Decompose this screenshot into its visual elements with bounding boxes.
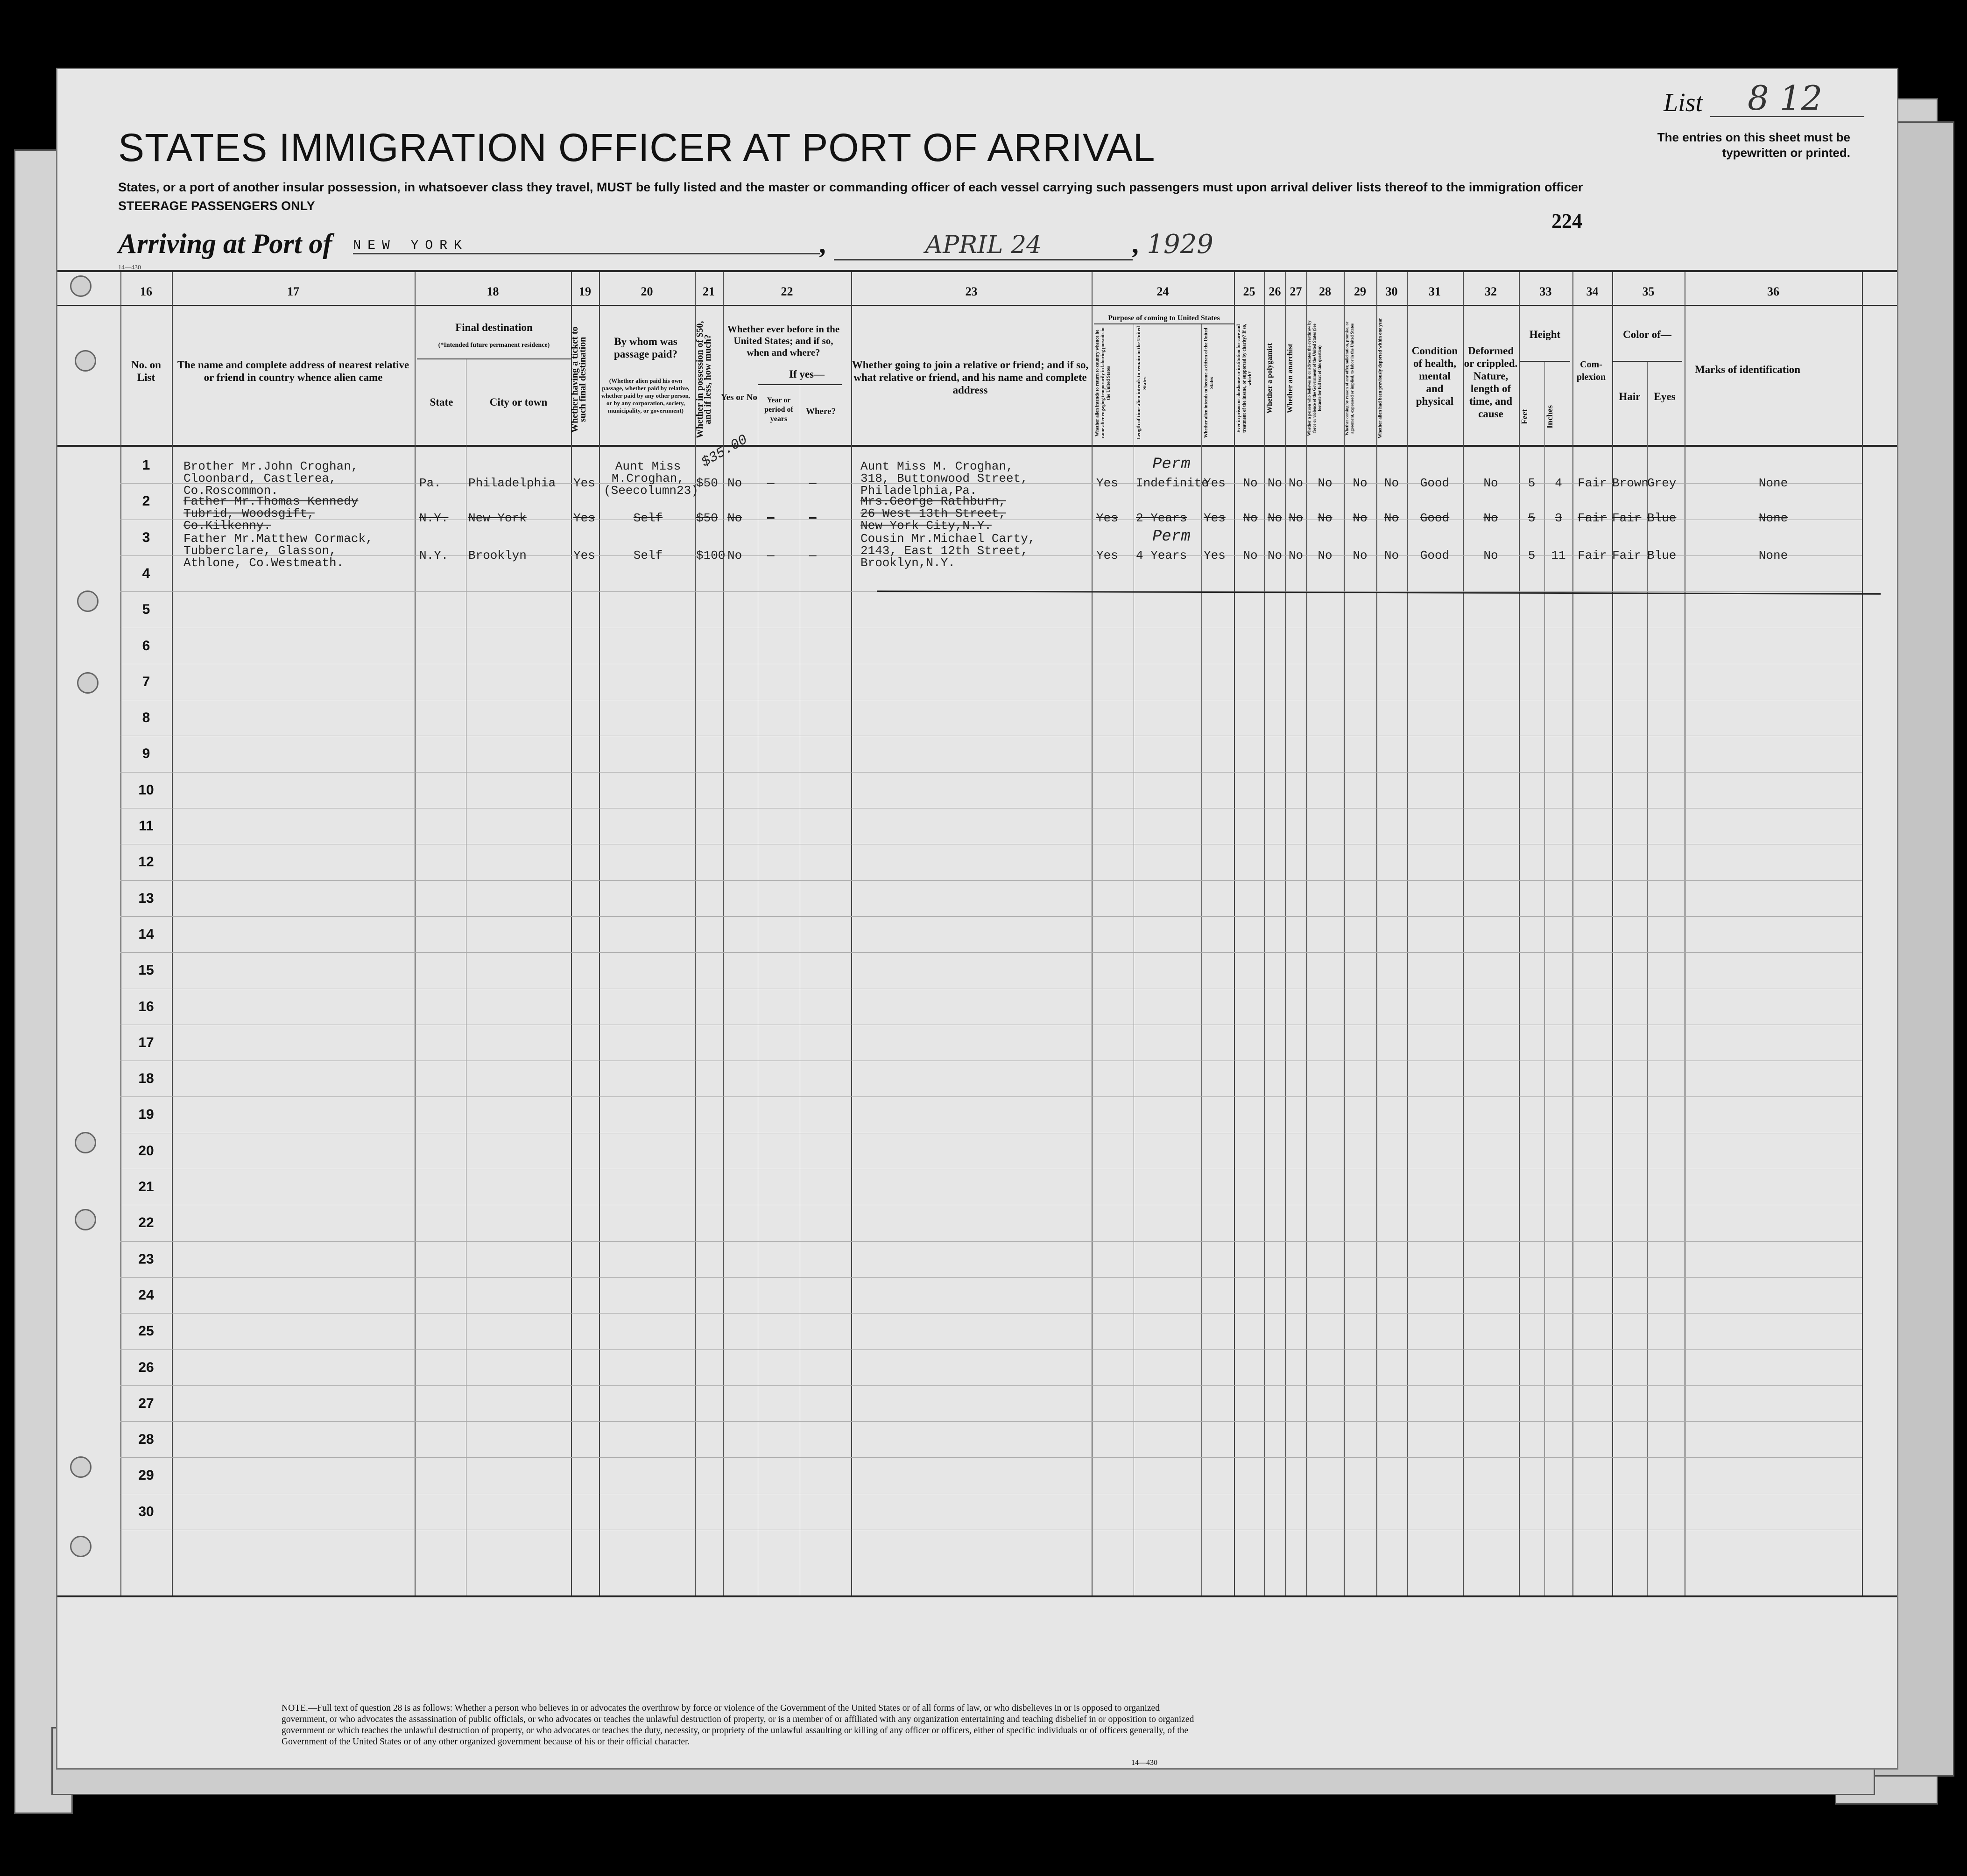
row-number: 26	[138, 1359, 154, 1375]
before-years: —	[767, 548, 775, 562]
column-number-rule	[57, 305, 1897, 306]
header-18-note: (*Intended future permanent residence)	[438, 342, 550, 349]
header-35-rule	[1612, 361, 1682, 362]
row-number: 30	[138, 1504, 154, 1519]
row-number: 29	[138, 1468, 154, 1483]
manifest-sheet	[56, 68, 1898, 1770]
column-number: 25	[1243, 285, 1255, 298]
relative-address-line: Athlone, Co.Westmeath.	[183, 556, 344, 570]
height-feet: 5	[1528, 548, 1536, 562]
length-of-stay: 4 Years	[1136, 548, 1187, 562]
money: $50	[696, 511, 718, 525]
row-rule	[120, 1096, 1862, 1097]
header-29: Whether coming by reason of any offer, solicitation, promise, or agreement, expressed or implied, to labor in the United States	[1345, 321, 1354, 436]
punch-hole	[77, 590, 99, 612]
row-rule	[120, 1349, 1862, 1350]
polygamist: No	[1267, 511, 1283, 525]
health: Good	[1420, 548, 1450, 562]
dest-state: N.Y.	[419, 548, 449, 562]
anarchist: No	[1288, 511, 1304, 525]
column-number: 23	[965, 285, 978, 298]
header-22-rule	[758, 384, 842, 385]
row-number: 21	[138, 1179, 154, 1194]
header-22: Whether ever before in the United States; and if so, when and where?	[727, 323, 840, 358]
header-18: Final destination	[455, 322, 533, 333]
height-inches: 3	[1555, 511, 1562, 525]
marks: None	[1758, 548, 1788, 562]
intends-citizen: Yes	[1204, 511, 1226, 525]
joining-line: 26 West 13th Street,	[860, 506, 1007, 520]
joining-line: Brooklyn,N.Y.	[860, 556, 955, 570]
row-rule	[120, 1313, 1862, 1314]
before-in-us: No	[727, 511, 742, 525]
deformed: No	[1483, 476, 1498, 490]
punch-hole	[70, 1456, 92, 1478]
hair-color: Fair	[1612, 511, 1642, 525]
row-number: 5	[142, 602, 150, 618]
health: Good	[1420, 476, 1450, 490]
table-bottom-rule	[57, 1595, 1897, 1597]
column-number: 16	[140, 285, 152, 298]
column-line	[1306, 272, 1307, 1595]
row-number: 12	[138, 854, 154, 870]
eye-color: Blue	[1647, 511, 1677, 525]
joining-line: 318, Buttonwood Street,	[860, 471, 1028, 485]
row-number: 20	[138, 1143, 154, 1159]
punch-hole	[75, 1209, 96, 1230]
column-line	[571, 272, 572, 1595]
date-value: APRIL 24	[834, 231, 1133, 260]
row-number: 22	[138, 1215, 154, 1231]
column-number: 24	[1156, 285, 1169, 298]
row-number: 19	[138, 1107, 154, 1123]
row-number: 27	[138, 1395, 154, 1411]
before-in-us: No	[727, 548, 742, 562]
row-number: 23	[138, 1251, 154, 1267]
header-22-years: Year or period of years	[764, 396, 793, 423]
column-number: 27	[1290, 285, 1302, 298]
column-number: 34	[1586, 285, 1599, 298]
column-line	[1376, 272, 1377, 1595]
column-line	[1519, 272, 1520, 1595]
ticket: Yes	[573, 548, 595, 562]
question-29: No	[1353, 548, 1368, 562]
relative-address-line: Father Mr.Thomas Kennedy	[183, 494, 359, 508]
column-line	[1862, 272, 1863, 1595]
header-34: Com- plexion	[1576, 359, 1606, 382]
header-18-state: State	[430, 396, 453, 408]
column-line	[1234, 272, 1235, 1595]
row-number: 4	[142, 565, 150, 581]
footnote: NOTE.—Full text of question 28 is as follows: Whether a person who believes in or advocates the overthrow by force or violence of the Government of the United States or of all forms of law, or who disbelieves in or is opposed to organized government, or who advocates the assassination of public officials, or who advocates or teaches the unlawful destruction of property, or is a member of or affiliated with any organization entertaining and teaching disbelief in or opposition to organized government or which teaches the unlawful destruction of property, or who advocates or teaches the duty, necessity, or propriety of the unlawful assaulting or killing of any officer or officers, either of specific individuals or of officers generally, of the Government of the United States or of any other organized government because of his or their official character.	[282, 1703, 1194, 1747]
row-number: 14	[138, 926, 154, 942]
list-underline	[1710, 116, 1864, 117]
eye-color: Grey	[1647, 476, 1677, 490]
header-20-note: (Whether alien paid his own passage, whether paid by relative, whether paid by any other person, or by any corporation, society, municipality, or government)	[601, 377, 691, 414]
relative-address-line: Co.Roscommon.	[183, 484, 278, 498]
header-22-ifyes: If yes—	[789, 368, 825, 380]
column-number: 19	[579, 285, 591, 298]
row-number: 15	[138, 963, 154, 978]
marks: None	[1758, 476, 1788, 490]
row-number: 16	[138, 998, 154, 1014]
joining-line: New York City,N.Y.	[860, 519, 992, 533]
column-line	[599, 272, 600, 1595]
header-top-rule	[57, 270, 1897, 272]
relative-address-line: Brother Mr.John Croghan,	[183, 459, 359, 473]
header-18-rule	[417, 358, 571, 359]
row-number: 13	[138, 890, 154, 906]
length-of-stay: Indefinite	[1136, 476, 1209, 490]
complexion: Fair	[1578, 511, 1607, 525]
header-19: Whether having a ticket to such final destination	[570, 326, 588, 433]
relative-address-line: Cloonbard, Castlerea,	[183, 471, 337, 485]
health: Good	[1420, 511, 1450, 525]
header-16: No. on List	[131, 359, 161, 383]
punch-hole	[70, 1536, 92, 1557]
money: $50	[696, 476, 718, 490]
punch-hole	[70, 275, 92, 297]
intends-citizen: Yes	[1204, 548, 1226, 562]
prison: No	[1243, 511, 1258, 525]
column-line	[1612, 272, 1613, 1595]
list-number: 8 12	[1748, 78, 1823, 118]
deported: No	[1384, 511, 1399, 525]
before-in-us: No	[727, 476, 742, 490]
ticket: Yes	[573, 511, 595, 525]
page-number: 224	[1551, 210, 1582, 232]
paid-by-line: Aunt Miss	[615, 459, 681, 473]
header-33: Height	[1529, 329, 1561, 340]
punch-hole	[75, 1132, 96, 1153]
row-number: 25	[138, 1323, 154, 1339]
dest-city: Brooklyn	[468, 548, 527, 562]
column-number: 26	[1269, 285, 1281, 298]
polygamist: No	[1267, 476, 1283, 490]
prison: No	[1243, 476, 1258, 490]
column-number: 21	[703, 285, 715, 298]
money-note: $35.00	[698, 432, 751, 471]
paid-by-line: Self	[633, 548, 663, 562]
length-note: Perm	[1152, 528, 1191, 546]
subcolumn-line	[1647, 361, 1648, 1595]
column-line	[415, 272, 416, 1595]
column-number: 22	[781, 285, 793, 298]
relative-address-line: Co.Kilkenny.	[183, 519, 271, 533]
relative-address-line: Tubberclare, Glasson,	[183, 544, 337, 558]
question-28: No	[1318, 548, 1332, 562]
column-line	[1572, 272, 1573, 1595]
column-number: 30	[1385, 285, 1398, 298]
column-number: 17	[287, 285, 299, 298]
header-35-eyes: Eyes	[1654, 391, 1676, 402]
column-line	[1463, 272, 1464, 1595]
column-line	[1264, 272, 1265, 1595]
header-35: Color of—	[1623, 329, 1671, 340]
header-33-inches: Inches	[1545, 405, 1554, 429]
relative-address-line: Father Mr.Matthew Cormack,	[183, 532, 373, 546]
header-18-city: City or town	[489, 396, 548, 408]
header-22-where: Where?	[805, 407, 836, 416]
dest-state: N.Y.	[419, 511, 449, 525]
intends-return: Yes	[1096, 476, 1118, 490]
port-value: NEW YORK	[353, 239, 820, 254]
row-number: 11	[139, 818, 154, 834]
anarchist: No	[1288, 548, 1304, 562]
list-label: List	[1664, 88, 1703, 117]
column-number: 20	[641, 285, 653, 298]
money: $100	[696, 548, 726, 562]
row-number: 8	[142, 710, 150, 726]
row-number: 9	[142, 746, 150, 762]
header-30: Whether alien had been previously deported within one year	[1378, 318, 1383, 439]
joining-line: 2143, East 12th Street,	[860, 544, 1028, 558]
header-23: Whether going to join a relative or friend; and if so, what relative or friend, and his name and complete address	[852, 359, 1089, 396]
row-rule	[120, 952, 1862, 953]
arriving-label: Arriving at Port of	[118, 228, 332, 259]
row-rule	[120, 1421, 1862, 1422]
header-22-yesno: Yes or No	[721, 393, 757, 402]
length-of-stay: 2 Years	[1136, 511, 1187, 525]
complexion: Fair	[1578, 476, 1607, 490]
header-24b: Length of time alien intends to remain in the United States	[1136, 326, 1148, 440]
row-number: 24	[138, 1287, 154, 1303]
header-28: Whether a person who believes in or advocates the overthrow by force or violence of the Government of the United States (See footnote for full text of this question)	[1307, 320, 1322, 436]
header-33-rule	[1520, 361, 1570, 362]
relative-address-line: Tubrid, Woodsgift,	[183, 506, 315, 520]
header-32: Deformed or crippled. Nature, length of time, and cause	[1464, 345, 1518, 420]
states-instruction: States, or a port of another insular possession, in whatsoever class they travel, MUST be fully listed and the master or commanding officer of each vessel carrying such passengers must upon arrival deliver lists thereof to the immigration officer	[118, 180, 1583, 194]
joining-line: Mrs.George Rathburn,	[860, 494, 1007, 508]
question-29: No	[1353, 476, 1368, 490]
subcolumn-line	[1544, 361, 1545, 1595]
paid-by-line: M.Croghan,	[611, 471, 685, 485]
subcolumn-line	[1201, 323, 1202, 1595]
header-36: Marks of identification	[1694, 364, 1801, 375]
joining-line: Philadelphia,Pa.	[860, 484, 977, 498]
dest-city: New York	[468, 511, 527, 525]
form-code: 14—430	[118, 264, 141, 271]
header-bottom-rule	[57, 445, 1897, 447]
header-20: By whom was passage paid?	[613, 336, 678, 360]
row-number: 3	[142, 529, 150, 545]
header-26: Whether a polygamist	[1266, 343, 1274, 414]
typewritten-note: The entries on this sheet must be typewritten or printed.	[1657, 130, 1850, 160]
column-line	[172, 272, 173, 1595]
deported: No	[1384, 476, 1399, 490]
dest-state: Pa.	[419, 476, 441, 490]
year-value: 1929	[1147, 229, 1213, 260]
before-where: —	[809, 476, 817, 490]
column-line	[1285, 272, 1286, 1595]
length-note: Perm	[1152, 456, 1191, 473]
joining-line: Aunt Miss M. Croghan,	[860, 459, 1014, 473]
intends-return: Yes	[1096, 511, 1118, 525]
header-24-rule	[1094, 323, 1234, 324]
height-inches: 11	[1551, 548, 1566, 562]
dest-city: Philadelphia	[468, 476, 556, 490]
header-17: The name and complete address of nearest relative or friend in country whence alien came	[177, 359, 409, 383]
before-where: —	[809, 511, 817, 525]
column-number: 31	[1429, 285, 1441, 298]
prison: No	[1243, 548, 1258, 562]
paid-by-line: Self	[633, 511, 663, 525]
column-number: 35	[1642, 285, 1655, 298]
row-number: 17	[138, 1034, 154, 1050]
row-number: 18	[138, 1071, 154, 1087]
row-rule	[120, 916, 1862, 917]
punch-hole	[75, 350, 96, 372]
row-number: 6	[142, 638, 150, 653]
row-number: 28	[138, 1432, 154, 1447]
header-31: Condition of health, mental and physical	[1411, 345, 1458, 407]
row-rule	[120, 1241, 1862, 1242]
header-24c: Whether alien intends to become a citizen of the United States	[1204, 328, 1214, 438]
header-27: Whether an anarchist	[1286, 344, 1294, 413]
header-24a: Whether alien intends to return to country whence he came after engaging temporarily in laboring pursuits in the United States	[1095, 327, 1111, 439]
column-number: 28	[1319, 285, 1331, 298]
deported: No	[1384, 548, 1399, 562]
footnote-code: 14—430	[1131, 1759, 1157, 1767]
height-feet: 5	[1528, 476, 1536, 490]
question-29: No	[1353, 511, 1368, 525]
row-number: 7	[142, 674, 150, 689]
column-number: 29	[1354, 285, 1366, 298]
intends-citizen: Yes	[1204, 476, 1226, 490]
question-28: No	[1318, 476, 1332, 490]
header-24: Purpose of coming to United States	[1108, 314, 1220, 322]
header-33-feet: Feet	[1520, 409, 1529, 425]
hair-color: Brown	[1612, 476, 1649, 490]
column-line	[695, 272, 696, 1595]
column-number: 18	[486, 285, 499, 298]
header-21: Whether in possession of $50, and if less, how much?	[695, 321, 713, 438]
column-line	[1344, 272, 1345, 1595]
column-line	[1407, 272, 1408, 1595]
row-number: 2	[142, 493, 150, 509]
marks: None	[1758, 511, 1788, 525]
column-line	[723, 272, 724, 1595]
before-where: —	[809, 548, 817, 562]
question-28: No	[1318, 511, 1332, 525]
joining-line: Cousin Mr.Michael Carty,	[860, 532, 1036, 546]
column-line	[851, 272, 852, 1595]
arriving-line: Arriving at Port of NEW YORK , APRIL 24 , 1929	[118, 228, 1213, 260]
eye-color: Blue	[1647, 548, 1677, 562]
header-25: Ever in prison or almshouse or institution for care and treatment of the insane, or supported by charity? If so, which?	[1236, 323, 1253, 433]
row-rule	[120, 1277, 1862, 1278]
row-number: 10	[138, 782, 154, 798]
row-rule	[120, 880, 1862, 881]
polygamist: No	[1267, 548, 1283, 562]
before-years: —	[767, 511, 775, 525]
row-rule	[120, 1457, 1862, 1458]
row-rule	[120, 1385, 1862, 1386]
column-number: 36	[1767, 285, 1779, 298]
height-inches: 4	[1555, 476, 1562, 490]
steerage-label: STEERAGE PASSENGERS ONLY	[118, 199, 315, 213]
page-title: STATES IMMIGRATION OFFICER AT PORT OF ARRIVAL	[118, 126, 1156, 169]
deformed: No	[1483, 511, 1498, 525]
column-number: 32	[1485, 285, 1497, 298]
complexion: Fair	[1578, 548, 1607, 562]
intends-return: Yes	[1096, 548, 1118, 562]
hair-color: Fair	[1612, 548, 1642, 562]
paid-by-line: (Seecolumn23)	[604, 484, 698, 498]
column-number: 33	[1539, 285, 1552, 298]
deformed: No	[1483, 548, 1498, 562]
row-rule	[120, 772, 1862, 773]
column-line	[1092, 272, 1093, 1595]
height-feet: 5	[1528, 511, 1536, 525]
before-years: —	[767, 476, 775, 490]
anarchist: No	[1288, 476, 1304, 490]
ticket: Yes	[573, 476, 595, 490]
punch-hole	[77, 672, 99, 694]
header-35-hair: Hair	[1619, 391, 1641, 402]
row-number: 1	[142, 457, 150, 473]
